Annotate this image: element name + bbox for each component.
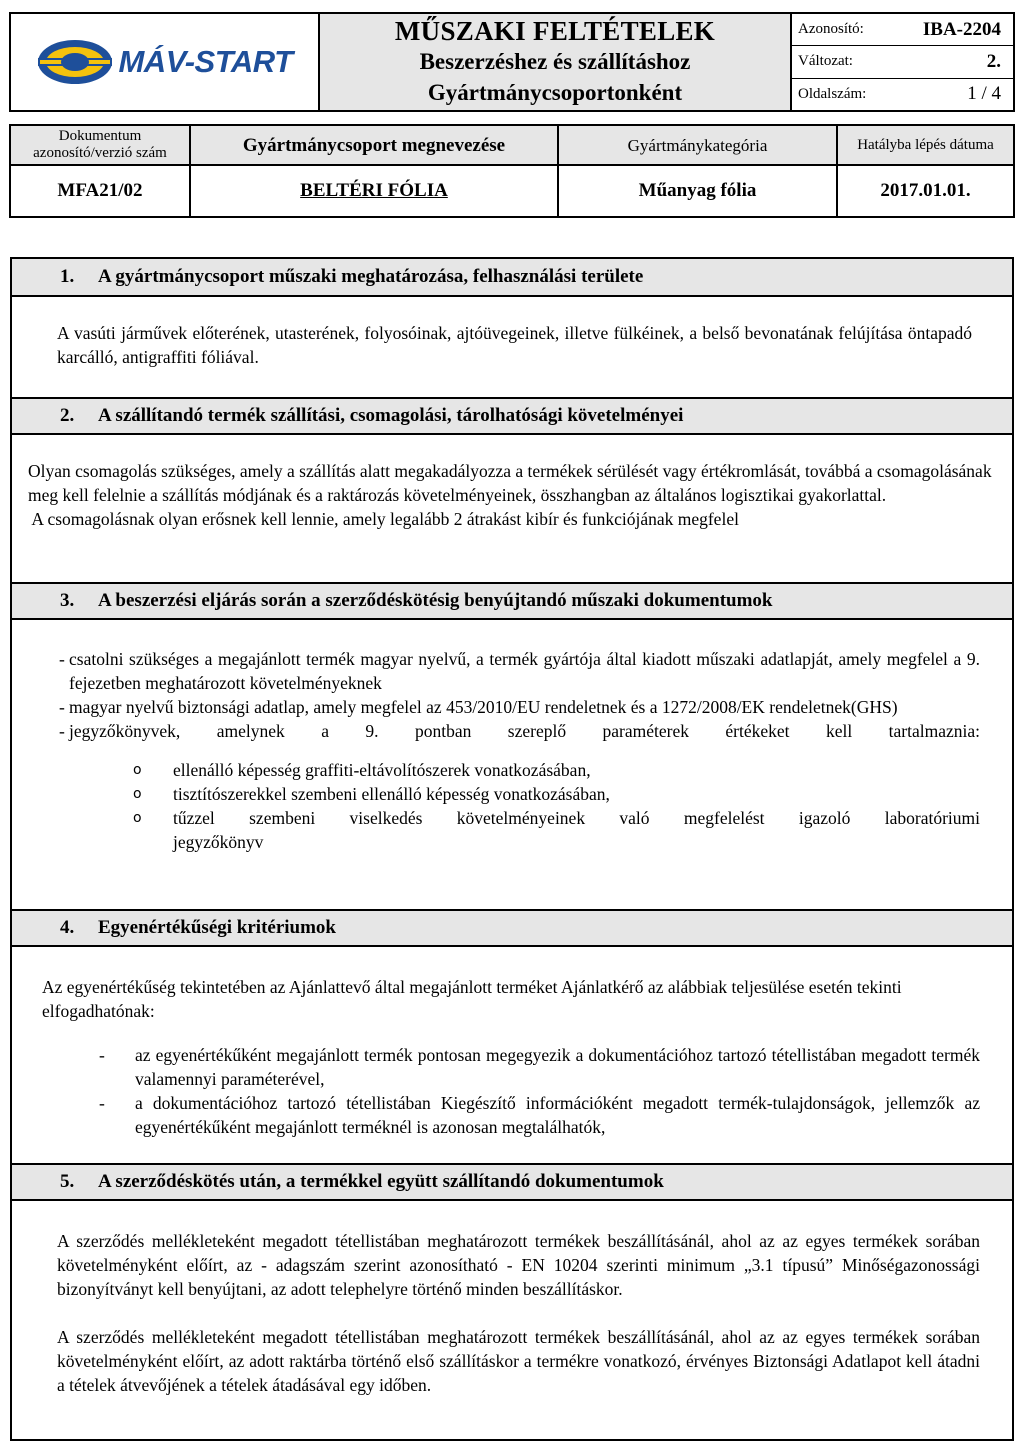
circle-bullet-icon: o — [133, 762, 142, 778]
section-4-number: 4. — [60, 917, 75, 938]
meta-id-row — [792, 14, 1013, 46]
list-item-text: a dokumentációhoz tartozó tétellistában Kiegészítő információként megadott termék-tulajdonságok, jellemzők az egyenértékűként megajánlott terméknél is azonosan megtalálhatók, — [135, 1093, 980, 1137]
section-2-text-2: A csomagolásnak olyan erősnek kell lennie, amely legalább 2 átrakást kibír és funkciójának megfelel — [28, 509, 739, 529]
section-2-text-1: Olyan csomagolás szükséges, amely a szállítás alatt megakadályozza a termékek sérülését vagy értékromlását, továbbá a csomagolásának meg kell felelnie a szállítás módjának és a raktározás követelményeinek, összhangban az általános logisztikai gyakorlattal. — [28, 461, 992, 505]
section-2-number: 2. — [60, 405, 75, 426]
product-table-header — [11, 126, 1013, 166]
logo-cell — [11, 14, 320, 110]
list-item: - csatolni szükséges a megajánlott termék magyar nyelvű, a termék gyártója által kiadott műszaki adatlapját, amely megfelel a 9. fejezetben meghatározott követelményeknek — [57, 647, 980, 695]
list-item-text: az egyenértékűként megajánlott termék pontosan megegyezik a dokumentációhoz tartozó tétellistában megadott termék valamennyi paraméterével, — [135, 1045, 980, 1089]
title-cell — [320, 14, 792, 110]
list-item — [42, 1043, 980, 1091]
section-4-heading — [12, 909, 1012, 947]
section-2-title: A szállítandó termék szállítási, csomagolási, tárolhatósági követelményei — [98, 405, 684, 426]
doc-subtitle-2: Gyártmánycsoportonként — [427, 80, 683, 105]
section-4-body — [12, 947, 1012, 1163]
meta-id-label: Azonosító: — [798, 21, 864, 38]
sub-list-item-text-cont: jegyzőkönyv — [173, 832, 264, 852]
meta-cell — [792, 14, 1013, 110]
section-4-title: Egyenértékűségi kritériumok — [98, 917, 337, 938]
section-1-heading — [12, 259, 1012, 297]
section-1-number: 1. — [60, 266, 75, 287]
col-doc-id: Dokumentum azonosító/verzió szám — [11, 126, 191, 164]
doc-subtitle-1: Beszerzéshez és szállításhoz — [419, 49, 691, 74]
section-3-list — [57, 647, 980, 743]
section-1-body — [12, 297, 1012, 397]
meta-page-row — [792, 79, 1013, 110]
product-table — [9, 124, 1015, 218]
section-4-list — [42, 1043, 980, 1139]
section-2-heading — [12, 397, 1012, 435]
section-5-body — [12, 1201, 1012, 1439]
list-item — [42, 1091, 980, 1139]
section-1-text: A vasúti járművek előterének, utasterének, folyosóinak, ajtóüvegeinek, illetve fülkéinek, a belső bevonatának felújítása öntapadó karcálló, antigraffiti fóliával. — [57, 323, 972, 367]
section-3-heading — [12, 582, 1012, 620]
sub-list-item — [57, 758, 980, 782]
col-name: Gyártmánycsoport megnevezése — [191, 126, 559, 164]
section-5-para-1: A szerződés mellékleteként megadott tétellistában meghatározott termékek beszállításánál, ahol az az egyes termékek sorában követelményként előírt, az - adagszám szerint azonosítható - EN 10204 szerinti minimum „3.1 típusú” Minőségazonossági bizonyítványt kell benyújtani, az adott telephelyre történő minden beszállításkor. — [57, 1231, 980, 1299]
section-1-title: A gyártmánycsoport műszaki meghatározása, felhasználási területe — [98, 266, 644, 287]
mav-start-logo — [36, 37, 292, 87]
section-3-body — [12, 620, 1012, 909]
col-date: Hatályba lépés dátuma — [857, 136, 994, 153]
meta-page-value: 1 / 4 — [967, 83, 1001, 105]
meta-version-label: Változat: — [798, 53, 853, 70]
section-5-number: 5. — [60, 1171, 75, 1192]
sub-list-item — [57, 782, 980, 806]
section-2-body — [12, 435, 1012, 582]
date-value: 2017.01.01. — [880, 180, 971, 201]
doc-title: MŰSZAKI FELTÉTELEK — [394, 16, 716, 46]
document-header — [9, 12, 1015, 112]
circle-bullet-icon: o — [133, 786, 142, 802]
meta-version-value: 2. — [986, 50, 1001, 72]
sub-list-item-text: ellenálló képesség graffiti-eltávolítószerek vonatkozásában, — [173, 760, 591, 780]
section-4-intro: Az egyenértékűség tekintetében az Ajánlattevő által megajánlott terméket Ajánlatkérő az alábbiak teljesülése esetén tekinti elfogadhatónak: — [42, 977, 902, 1021]
doc-id-value: MFA21/02 — [11, 166, 191, 216]
product-table-row — [11, 166, 1013, 216]
sections-box — [10, 257, 1014, 1441]
dash-bullet: - — [99, 1093, 105, 1113]
section-3-title: A beszerzési eljárás során a szerződéskötésig benyújtandó műszaki dokumentumok — [98, 590, 773, 611]
name-value: BELTÉRI FÓLIA — [191, 166, 559, 216]
meta-page-label: Oldalszám: — [798, 85, 867, 102]
list-item: - jegyzőkönyvek, amelynek a 9. pontban szereplő paraméterek értékeket kell tartalmaznia: — [57, 719, 980, 743]
sub-list-item — [57, 806, 980, 854]
section-5-heading — [12, 1163, 1012, 1201]
logo-text: MÁV-START — [118, 44, 293, 79]
col-category: Gyártmánykategória — [559, 126, 838, 164]
sub-list-item-text: tűzzel szembeni viselkedés követelményeinek való megfelelést igazoló laboratóriumi — [173, 808, 980, 828]
list-item: - magyar nyelvű biztonsági adatlap, amely megfelel az 453/2010/EU rendeletnek és a 1272/2008/EK rendeletnek(GHS) — [57, 695, 980, 719]
sub-list-item-text: tisztítószerekkel szembeni ellenálló képesség vonatkozásában, — [173, 784, 610, 804]
meta-id-value: IBA-2204 — [922, 18, 1001, 40]
section-5-para-2: A szerződés mellékleteként megadott tétellistában meghatározott termékek beszállításánál, ahol az az egyes termékek sorában követelményként előírt, az adott raktárba történő első szállításkor a termékre vonatkozó, érvényes Biztonsági Adatlapot kell átadni a tételek átvevőjének a tételek átadásával egy időben. — [57, 1327, 980, 1395]
section-3-number: 3. — [60, 590, 75, 611]
section-3-sublist — [57, 758, 980, 854]
dash-bullet: - — [99, 1045, 105, 1065]
circle-bullet-icon: o — [133, 810, 142, 826]
meta-version-row — [792, 46, 1013, 78]
section-5-title: A szerződéskötés után, a termékkel együtt szállítandó dokumentumok — [98, 1171, 664, 1192]
mav-start-emblem-icon — [36, 37, 114, 87]
category-value: Műanyag fólia — [559, 166, 838, 216]
